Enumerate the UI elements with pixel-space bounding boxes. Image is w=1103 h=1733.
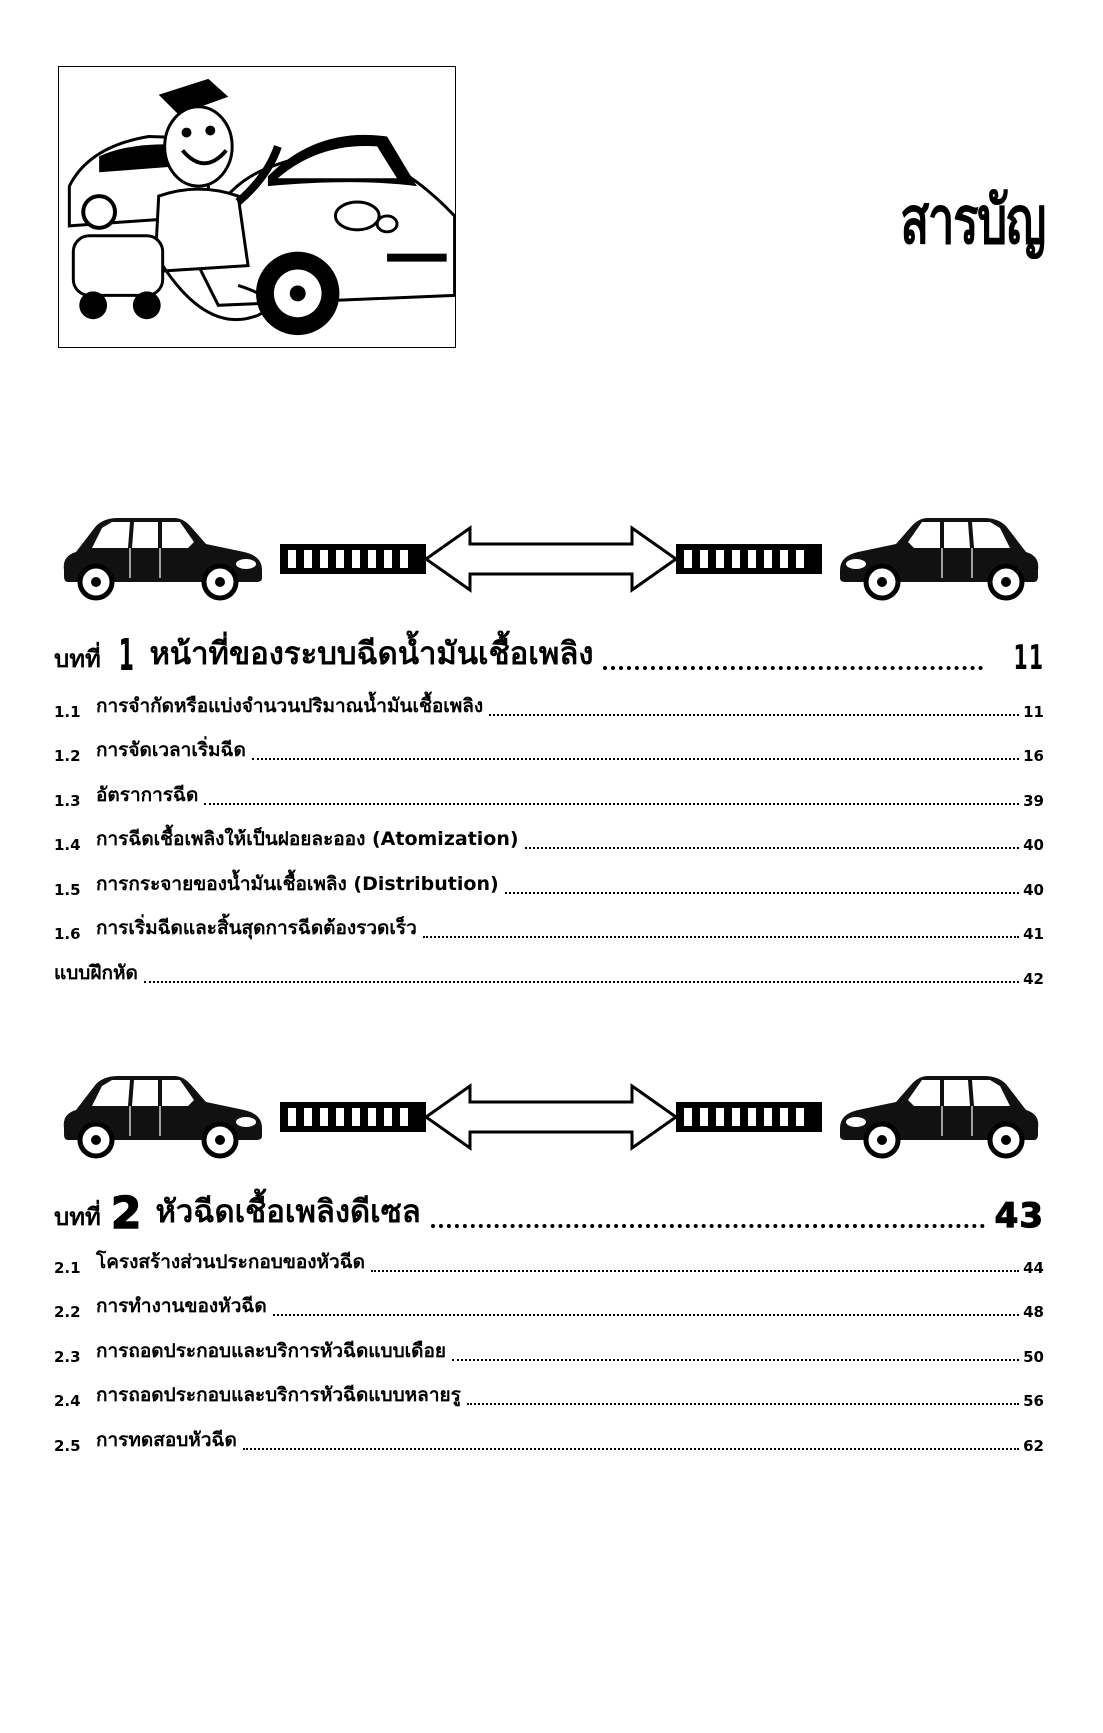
section-title: การฉีดเชื้อเพลิงให้เป็นฝอยละออง (Atomization)	[96, 828, 519, 850]
dot-leader	[423, 936, 1019, 938]
toc-entry[interactable]	[54, 1277, 1044, 1322]
toc-entry[interactable]	[54, 810, 1044, 855]
page-title: สารบัญ	[900, 182, 1045, 259]
section-page-number: 11	[1023, 702, 1044, 721]
section-number: 2.4	[54, 1392, 81, 1410]
chapter-heading-2[interactable]	[54, 1184, 1044, 1236]
section-title: การถอดประกอบและบริการหัวฉีดแบบเดือย	[96, 1339, 447, 1362]
mechanic-cartoon-illustration	[58, 66, 456, 348]
cars-arrow-divider	[56, 508, 1046, 608]
dot-leader	[431, 1224, 985, 1228]
section-number: 1.5	[54, 880, 81, 899]
section-page-number: 56	[1023, 1392, 1044, 1410]
section-number: 2.2	[54, 1303, 81, 1321]
dot-leader	[489, 714, 1019, 716]
section-page-number: 62	[1023, 1436, 1044, 1455]
section-page-number: 40	[1023, 836, 1044, 854]
toc-entry-exercises[interactable]	[54, 943, 1044, 988]
dot-leader	[204, 803, 1019, 805]
section-title: การจัดเวลาเริ่มฉีด	[96, 739, 246, 761]
dot-leader	[144, 981, 1019, 983]
section-title: การถอดประกอบและบริการหัวฉีดแบบหลายรู	[96, 1384, 461, 1406]
section-number: 1.6	[54, 925, 81, 943]
section-title: การกระจายของน้ำมันเชื้อเพลิง (Distribution)	[96, 872, 499, 895]
toc-entry[interactable]	[54, 765, 1044, 810]
chapter-prefix: บทที่	[54, 644, 101, 673]
dot-leader	[371, 1270, 1019, 1272]
section-page-number: 40	[1023, 880, 1044, 899]
toc-entry[interactable]	[54, 1321, 1044, 1366]
section-number: 2.1	[54, 1258, 81, 1277]
section-page-number: 42	[1023, 969, 1044, 988]
section-title: การทดสอบหัวฉีด	[96, 1428, 237, 1451]
chapter-heading-1[interactable]	[54, 626, 1044, 678]
dot-leader	[243, 1448, 1019, 1450]
section-title: การจำกัดหรือแบ่งจำนวนปริมาณน้ำมันเชื้อเพลิง	[96, 694, 484, 717]
section-page-number: 50	[1023, 1347, 1044, 1366]
section-page-number: 39	[1023, 791, 1044, 810]
section-title: อัตราการฉีด	[96, 783, 199, 806]
toc-entry[interactable]	[54, 899, 1044, 944]
chapter-title: หัวฉีดเชื้อเพลิงดีเซล	[155, 1194, 421, 1230]
section-page-number: 16	[1023, 747, 1044, 765]
dot-leader	[505, 892, 1019, 894]
toc-entry[interactable]	[54, 721, 1044, 766]
section-number: 1.2	[54, 747, 81, 765]
chapter-number: 1	[118, 630, 134, 678]
toc-entry[interactable]	[54, 1232, 1044, 1277]
section-number: 1.4	[54, 836, 81, 854]
chapter-number: 2	[110, 1188, 142, 1236]
section-title: แบบฝึกหัด	[54, 961, 138, 984]
toc-entry[interactable]	[54, 1366, 1044, 1411]
dot-leader	[603, 666, 982, 670]
section-title: การทำงานของหัวฉีด	[96, 1295, 267, 1317]
cars-arrow-divider	[56, 1066, 1046, 1166]
chapter-prefix: บทที่	[54, 1202, 101, 1231]
dot-leader	[467, 1403, 1019, 1405]
toc-entry[interactable]	[54, 1410, 1044, 1455]
chapter-2-toc-list	[54, 1232, 1044, 1455]
section-title: การเริ่มฉีดและสิ้นสุดการฉีดต้องรวดเร็ว	[96, 917, 417, 939]
chapter-divider-graphic	[56, 1066, 1046, 1166]
dot-leader	[273, 1314, 1019, 1316]
section-number: 1.3	[54, 791, 81, 810]
dot-leader	[252, 758, 1019, 760]
dot-leader	[525, 847, 1020, 849]
section-title: โครงสร้างส่วนประกอบของหัวฉีด	[96, 1250, 365, 1273]
toc-entry[interactable]	[54, 676, 1044, 721]
toc-entry[interactable]	[54, 854, 1044, 899]
section-number: 2.3	[54, 1347, 81, 1366]
mechanic-with-car-drawing	[59, 67, 455, 347]
section-page-number: 44	[1023, 1258, 1044, 1277]
section-number: 1.1	[54, 702, 81, 721]
chapter-divider-graphic	[56, 508, 1046, 608]
section-page-number: 48	[1023, 1303, 1044, 1321]
section-page-number: 41	[1023, 925, 1044, 943]
chapter-page-number: 11	[1013, 638, 1044, 678]
chapter-1-toc-list	[54, 676, 1044, 988]
dot-leader	[452, 1359, 1019, 1361]
section-number: 2.5	[54, 1436, 81, 1455]
chapter-page-number: 43	[994, 1196, 1044, 1236]
chapter-title: หน้าที่ของระบบฉีดน้ำมันเชื้อเพลิง	[149, 636, 594, 672]
